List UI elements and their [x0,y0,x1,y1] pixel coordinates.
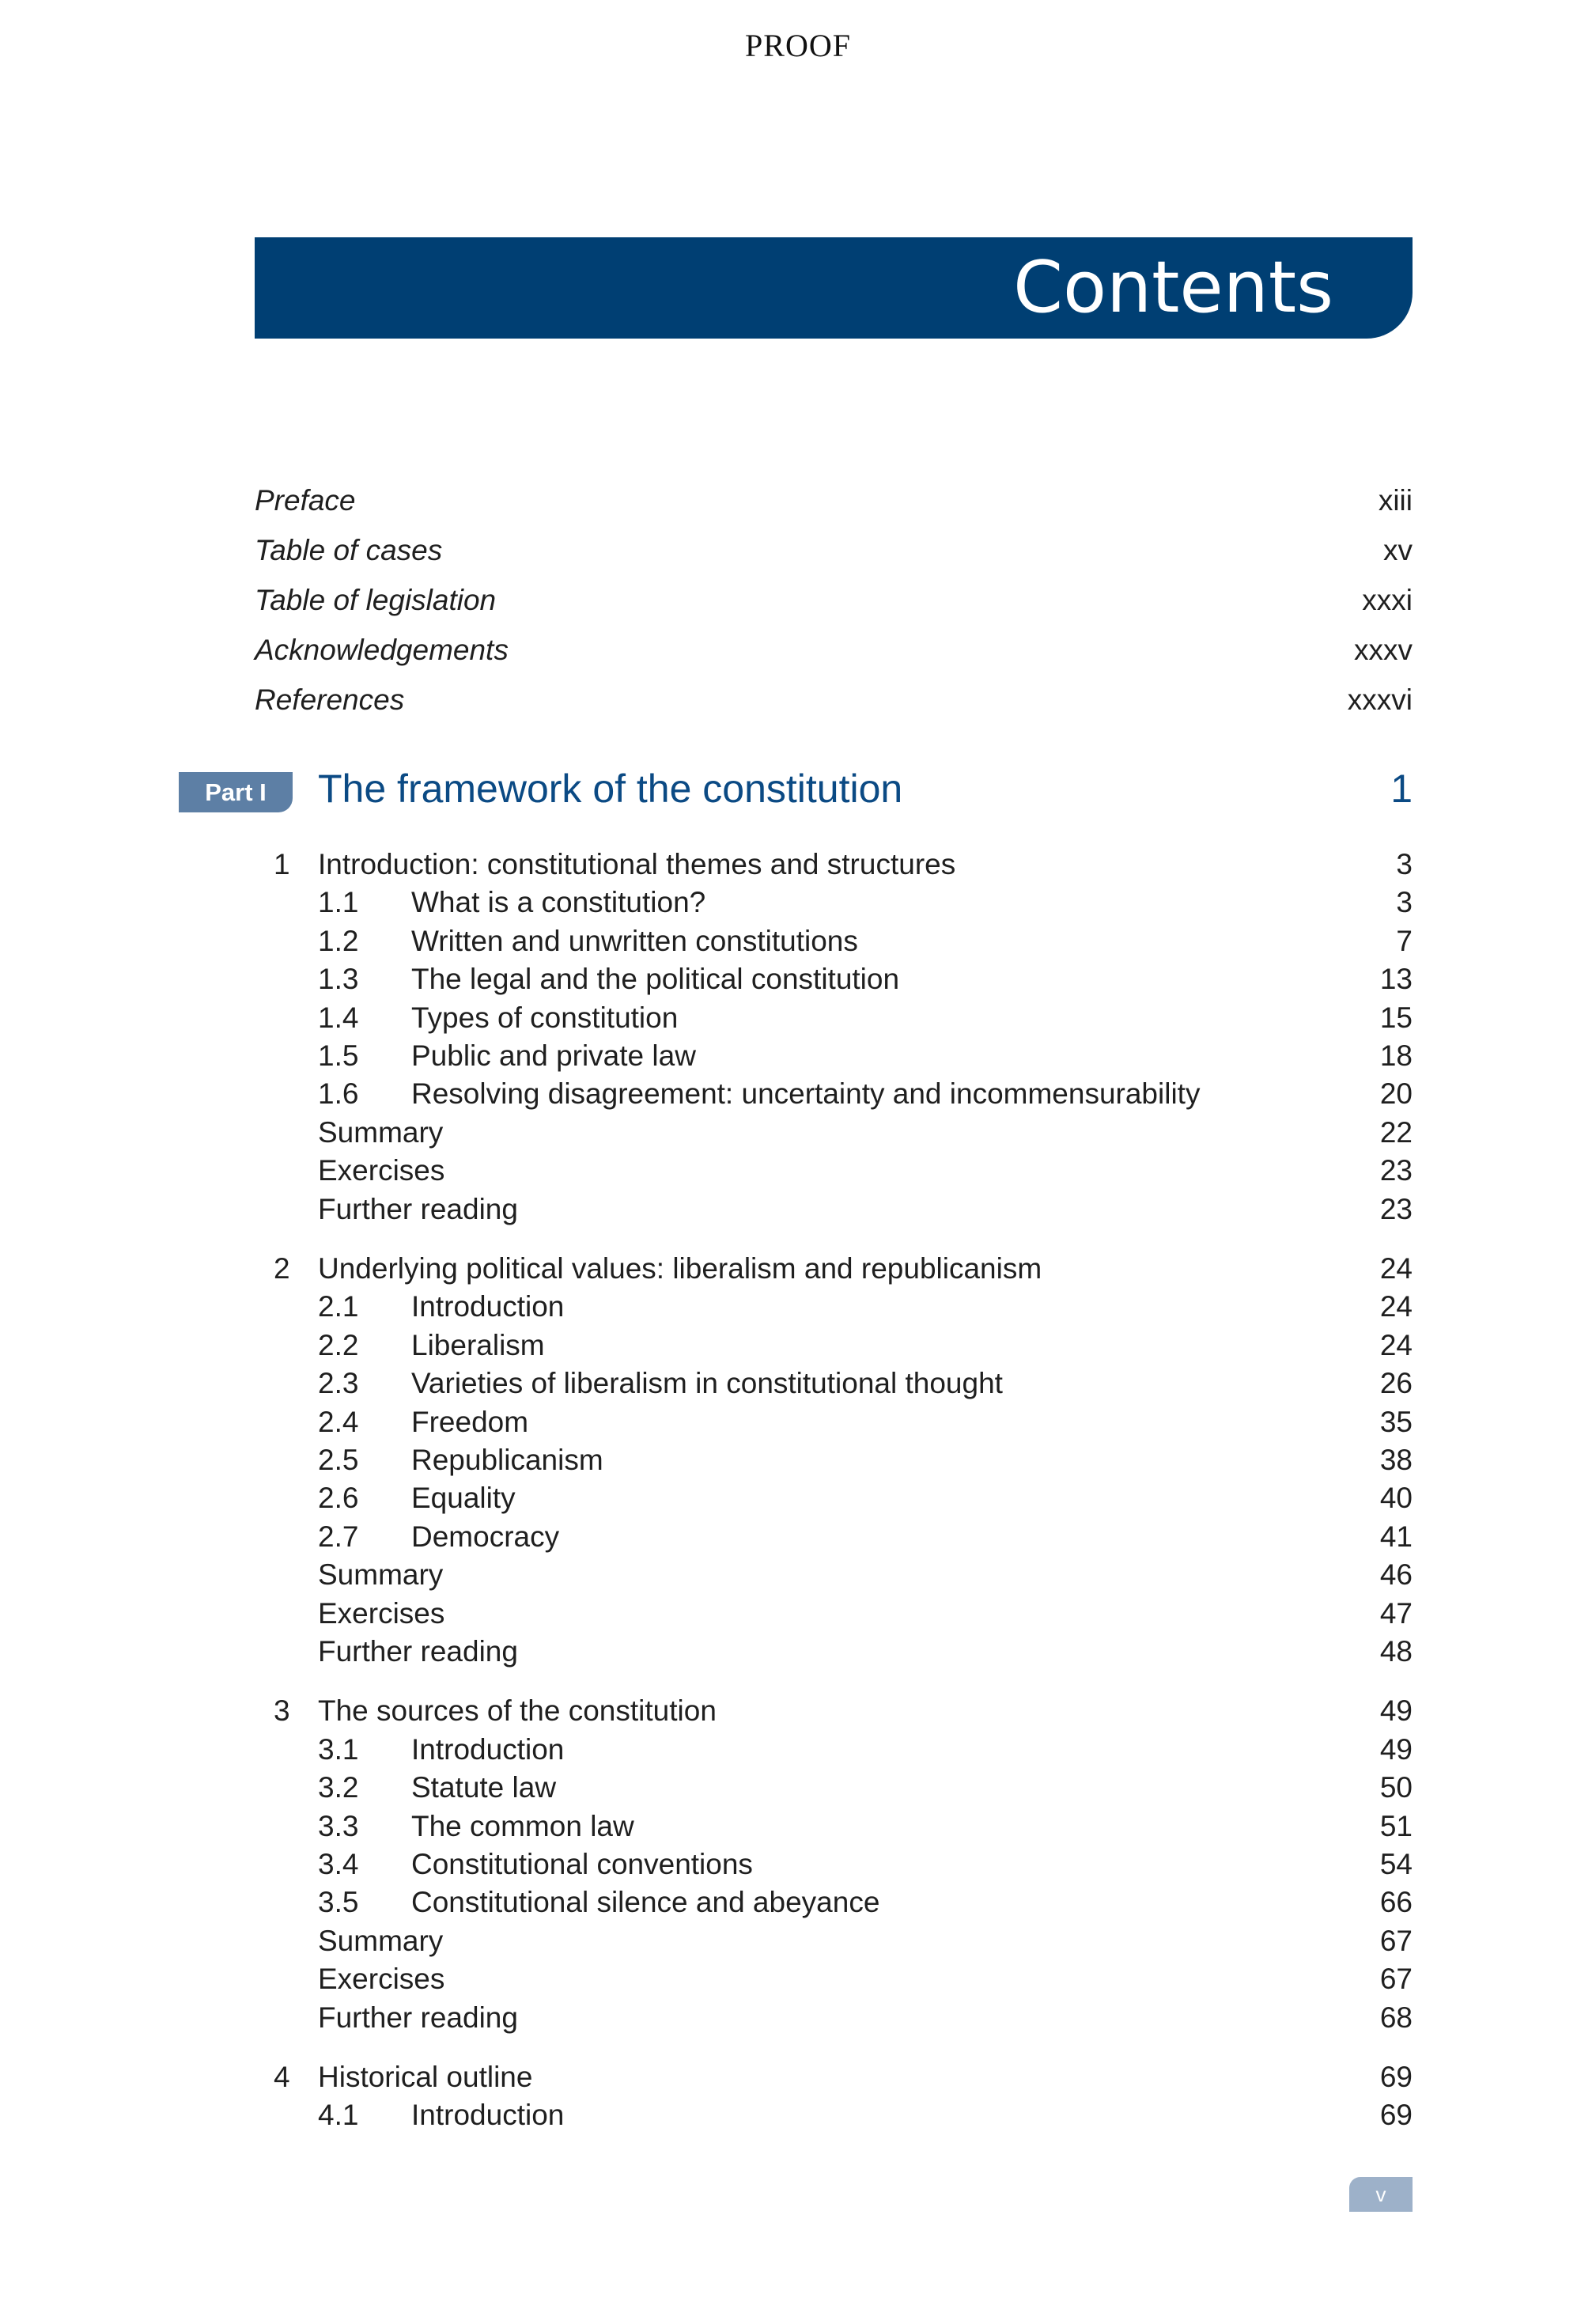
section-entry-title: Liberalism [411,1328,545,1361]
chapter-extra-entry-title: Exercises [318,1154,445,1187]
chapter-extra-entry-page: 67 [1379,1963,1413,1996]
section-entry-title: Constitutional silence and abeyance [411,1886,880,1919]
front-matter-title: Table of cases [255,534,443,566]
front-matter-entry [255,484,1413,534]
chapter-entry [255,1252,1413,1290]
contents-banner [255,237,1413,339]
chapter-extra-entry-page: 22 [1379,1115,1413,1149]
section-entry-title: Introduction [411,2099,565,2132]
section-entry-page: 26 [1379,1367,1413,1400]
section-entry [255,1039,1413,1077]
section-entry-page: 40 [1379,1482,1413,1515]
section-entry-page: 7 [1396,924,1413,957]
section-entry-page: 13 [1379,963,1413,996]
section-entry-number: 1.5 [318,1039,359,1072]
section-entry-number: 1.1 [318,886,359,919]
section-entry-number: 3.5 [318,1886,359,1919]
chapter-extra-entry-page: 47 [1379,1596,1413,1630]
part-title: The framework of the constitution [318,767,903,811]
section-entry-title: Freedom [411,1405,529,1438]
section-entry-number: 3.2 [318,1771,359,1804]
section-entry-title: Republicanism [411,1444,603,1476]
section-entry [255,1444,1413,1482]
section-entry-page: 24 [1379,1328,1413,1361]
chapter-entry [255,1694,1413,1732]
section-entry-title: Introduction [411,1732,565,1766]
section-entry-title: Resolving disagreement: uncertainty and incommensurability [411,1077,1201,1111]
section-entry-title: Written and unwritten constitutions [411,924,858,957]
front-matter-entry [255,683,1413,733]
section-entry [255,886,1413,924]
section-entry-title: What is a constitution? [411,886,706,919]
chapter-entry-number: 3 [274,1694,290,1728]
chapter-extra-entry [255,1925,1413,1963]
chapter-extra-entry-page: 46 [1379,1558,1413,1592]
chapter-extra-entry-page: 23 [1379,1154,1413,1187]
section-entry [255,925,1413,963]
section-entry-number: 1.4 [318,1001,359,1034]
section-entry [255,1520,1413,1558]
section-entry-title: Constitutional conventions [411,1848,753,1880]
chapter-extra-entry-title: Summary [318,1115,444,1149]
part-badge: Part I [179,772,293,812]
section-entry-title: Varieties of liberalism in constitutional thought [411,1367,1003,1400]
section-entry [255,1406,1413,1444]
section-entry-page: 51 [1379,1809,1413,1842]
section-entry-number: 2.1 [318,1290,359,1323]
section-entry-page: 35 [1379,1405,1413,1438]
section-entry [255,963,1413,1001]
chapter-entry-title: Underlying political values: liberalism and republicanism [318,1252,1042,1285]
section-entry-number: 2.5 [318,1444,359,1476]
section-entry-page: 54 [1379,1848,1413,1880]
chapter-entry-page: 24 [1379,1252,1413,1285]
chapter-extra-entry [255,1193,1413,1231]
chapter-extra-entry-page: 67 [1379,1924,1413,1957]
section-entry-title: Types of constitution [411,1001,679,1034]
section-entry-number: 2.6 [318,1482,359,1515]
page-folio: v [1349,2177,1413,2212]
chapter-extra-entry-title: Summary [318,1924,444,1957]
section-entry-title: Introduction [411,1290,565,1323]
section-entry [255,1482,1413,1520]
front-matter-page: xiii [1378,484,1413,517]
chapter-entry [255,2061,1413,2099]
chapter-extra-entry [255,1116,1413,1154]
front-matter-entry [255,584,1413,634]
chapter-extra-entry-title: Further reading [318,1635,518,1668]
section-entry [255,2099,1413,2137]
chapter-extra-entry [255,1558,1413,1596]
section-entry-page: 24 [1379,1290,1413,1323]
chapter-entry-number: 1 [274,848,290,880]
front-matter-page: xxxi [1362,584,1413,616]
section-entry-title: Democracy [411,1520,560,1553]
chapter-entry-number: 2 [274,1252,290,1285]
chapter-extra-entry-title: Summary [318,1558,444,1592]
chapter-extra-entry [255,1963,1413,2001]
front-matter-title: Acknowledgements [255,634,509,666]
part-page: 1 [1390,767,1413,811]
section-entry-number: 2.3 [318,1367,359,1400]
section-entry-number: 2.4 [318,1405,359,1438]
section-entry-title: The legal and the political constitution [411,963,900,996]
section-entry-number: 3.3 [318,1809,359,1842]
section-entry [255,1810,1413,1848]
chapter-extra-entry [255,1635,1413,1673]
section-entry-number: 3.1 [318,1732,359,1766]
section-entry-number: 1.2 [318,924,359,957]
section-entry-page: 3 [1396,886,1413,919]
chapter-entry-number: 4 [274,2061,290,2093]
section-entry-page: 15 [1379,1001,1413,1034]
section-entry-title: Public and private law [411,1039,696,1072]
chapter-entry-title: Historical outline [318,2061,533,2093]
front-matter-page: xxxvi [1347,683,1413,716]
section-entry [255,1771,1413,1809]
front-matter-entry [255,634,1413,683]
section-entry-number: 1.3 [318,963,359,996]
contents-title: Contents [1013,246,1333,329]
section-entry-page: 50 [1379,1771,1413,1804]
chapter-extra-entry [255,1154,1413,1192]
section-entry-page: 41 [1379,1520,1413,1553]
front-matter-title: Table of legislation [255,584,497,616]
chapter-extra-entry-title: Exercises [318,1596,445,1630]
chapter-extra-entry-page: 68 [1379,2001,1413,2034]
front-matter-page: xv [1383,534,1413,566]
chapter-entry-title: The sources of the constitution [318,1694,717,1728]
chapter-extra-entry [255,1597,1413,1635]
section-entry [255,1886,1413,1924]
section-entry-page: 18 [1379,1039,1413,1072]
chapter-entry [255,848,1413,886]
section-entry-page: 20 [1379,1077,1413,1111]
section-entry [255,1077,1413,1115]
chapter-entry-page: 69 [1379,2061,1413,2093]
chapter-extra-entry-title: Further reading [318,2001,518,2034]
chapter-extra-entry-title: Further reading [318,1192,518,1225]
chapter-extra-entry-page: 23 [1379,1192,1413,1225]
front-matter-title: References [255,683,405,716]
section-entry-number: 2.2 [318,1328,359,1361]
section-entry-number: 4.1 [318,2099,359,2132]
section-entry-title: Statute law [411,1771,557,1804]
section-entry-number: 3.4 [318,1848,359,1880]
section-entry-page: 49 [1379,1732,1413,1766]
chapter-extra-entry-page: 48 [1379,1635,1413,1668]
section-entry-number: 1.6 [318,1077,359,1111]
front-matter-entry [255,534,1413,584]
section-entry-title: Equality [411,1482,516,1515]
section-entry-page: 66 [1379,1886,1413,1919]
section-entry [255,1001,1413,1039]
chapter-entry-title: Introduction: constitutional themes and structures [318,848,956,880]
section-entry-title: The common law [411,1809,634,1842]
chapter-extra-entry [255,2001,1413,2039]
front-matter-title: Preface [255,484,356,517]
proof-header: PROOF [745,28,851,63]
section-entry-number: 2.7 [318,1520,359,1553]
section-entry [255,1329,1413,1367]
section-entry [255,1290,1413,1328]
chapter-extra-entry-title: Exercises [318,1963,445,1996]
section-entry [255,1848,1413,1886]
chapter-entry-page: 49 [1379,1694,1413,1728]
section-entry [255,1367,1413,1405]
front-matter-page: xxxv [1354,634,1413,666]
section-entry-page: 69 [1379,2099,1413,2132]
chapter-entry-page: 3 [1396,848,1413,880]
section-entry [255,1733,1413,1771]
section-entry-page: 38 [1379,1444,1413,1476]
